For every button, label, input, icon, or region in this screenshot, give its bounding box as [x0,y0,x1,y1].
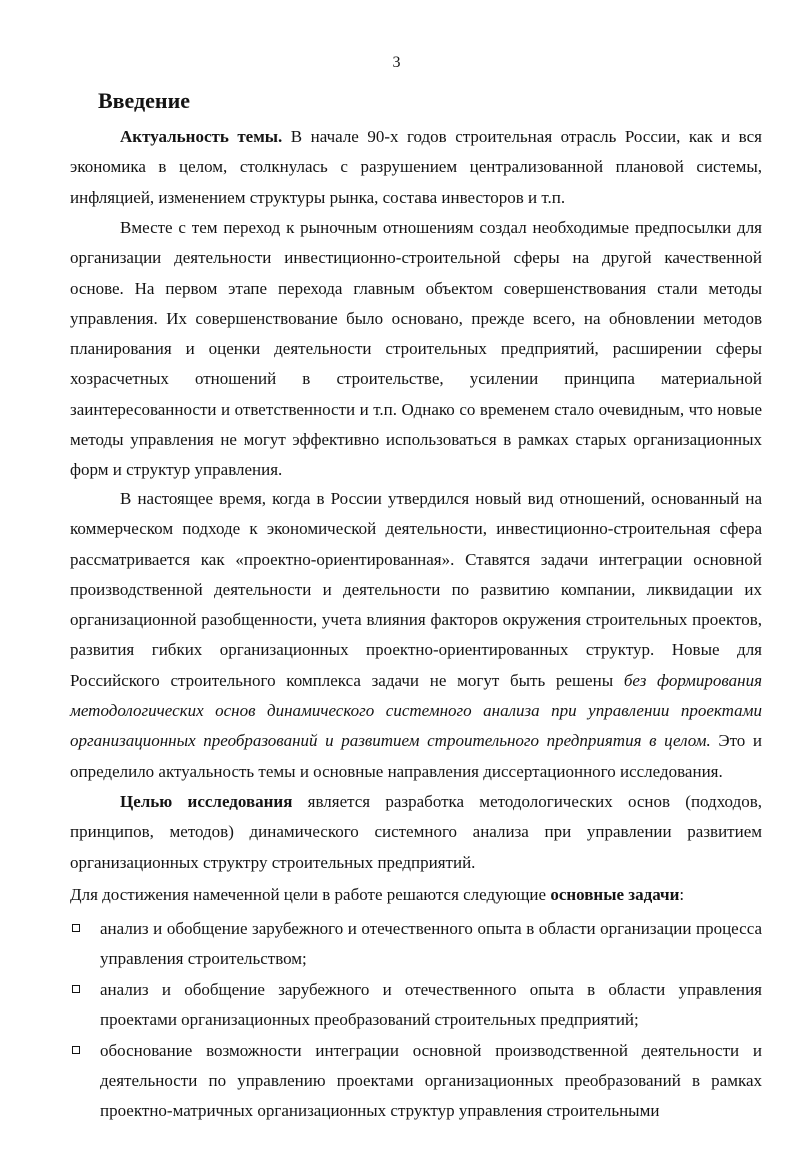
task-text: анализ и обобщение зарубежного и отечественного опыта в области организации процесса управления строительством; [100,919,762,968]
transition-paragraph [70,213,762,486]
current-state-conclusion: Это и определило актуальность темы и основные направления диссертационного исследования. [70,731,763,781]
tasks-intro-text: Для достижения намеченной цели в работе решаются следующие [70,885,551,904]
task-text: анализ и обобщение зарубежного и отечественного опыта в области управления проектами организационных преобразований строительных предприятий; [100,980,762,1029]
tasks-intro-bold: основные задачи [550,885,680,904]
transition-text: Вместе с тем переход к рыночным отношениям создал необходимые предпосылки для организации деятельности инвестиционно-строительной сферы на другой качественной основе. На первом этапе перехода главным объектом совершенствования стали методы управления. Их совершенствование было основано, прежде всего, на обновлении методов планирования и оценки деятельности строительных предприятий, расширении сферы хозрасчетных отношений в строительстве, усилении принципа материальной заинтересованности и ответственности и т.п. Однако со временем стало очевидным, что новые методы управления не могут эффективно использоваться в рамках старых организационных форм и структур управления. [70,218,762,480]
list-item [70,914,762,974]
goal-text: является разработка методологических основ (подходов, принципов, методов) динамического системного анализа при управлении развитием организационных структру строительных предприятий. [70,792,762,872]
current-state-text: В настоящее время, когда в России утвердился новый вид отношений, основанный на коммерческом подходе к экономической деятельности, инвестиционно-строительная сфера рассматривается как «проектно-ориентированная». Ставятся задачи интеграции основной производственной деятельности и деятельности по развитию компании, ликвидации их организационной разобщенности, учета влияния факторов окружения строительных проектов, развития гибких организационных проектно-ориентированных структур. Новые для Российского строительного комплекса задачи не могут быть решены [70,489,762,690]
section-heading: Введение [98,88,191,113]
goal-label: Целью исследования [120,792,293,811]
relevance-text: В начале 90-х годов строительная отрасль России, как и вся экономика в целом, столкнулась с разрушением централизованной плановой системы, инфляцией, изменением структуры рынка, состава инвесторов и т.п. [70,127,762,207]
checkbox-bullet-icon [72,1046,80,1054]
list-item [70,975,762,1035]
checkbox-bullet-icon [72,924,80,932]
page-number: 3 [392,54,401,71]
tasks-list [70,914,762,1126]
task-text: обоснование возможности интеграции основной производственной деятельности и деятельности по управлению проектами организационных преобразований в рамках проектно-матричных организационных структур управления строительными [100,1041,762,1120]
current-state-italic: без формирования методологических основ динамического системного анализа при управлении проектами организационных преобразований и развитием строительного предприятия в целом. [70,670,763,751]
tasks-intro-colon: : [679,885,685,904]
relevance-label: Актуальность темы. [120,127,283,146]
goal-paragraph [70,787,762,878]
relevance-paragraph [70,122,762,213]
checkbox-bullet-icon [72,985,80,993]
list-item [70,1036,762,1126]
tasks-intro [70,880,762,910]
current-state-paragraph [70,484,762,787]
